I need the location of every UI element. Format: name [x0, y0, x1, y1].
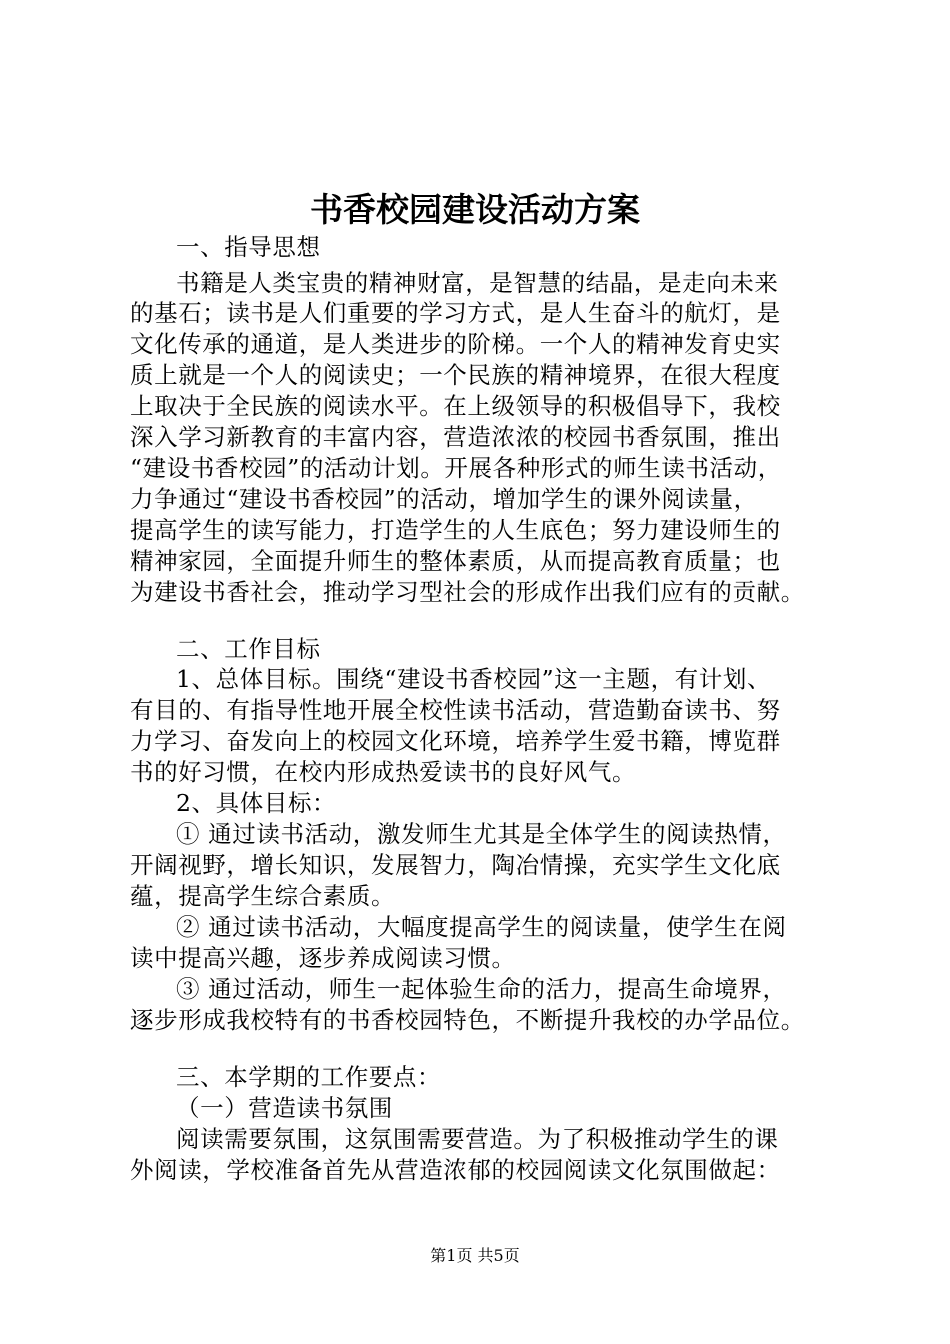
section-heading-work-points: 三、本学期的工作要点： — [176, 1063, 442, 1091]
paragraph-line: ③ 通过活动，师生一起体验生命的活力，提高生命境界， — [176, 975, 787, 1003]
paragraph-line: 文化传承的通道，是人类进步的阶梯。一个人的精神发育史实 — [130, 330, 781, 358]
page-footer: 第1页 共5页 — [430, 1246, 520, 1265]
paragraph-line: 上取决于全民族的阅读水平。在上级领导的积极倡导下，我校 — [130, 392, 781, 420]
subheading-reading-atmosphere: （一）营造读书氛围 — [176, 1094, 393, 1122]
paragraph-line: 质上就是一个人的阅读史；一个民族的精神境界，在很大程度 — [130, 361, 781, 389]
section-heading-guiding-ideology: 一、指导思想 — [176, 233, 321, 261]
paragraph-line: ① 通过读书活动，激发师生尤其是全体学生的阅读热情， — [176, 820, 787, 848]
paragraph-line: 有目的、有指导性地开展全校性读书活动，营造勤奋读书、努 — [130, 696, 781, 724]
paragraph-line: 提高学生的读写能力，打造学生的人生底色；努力建设师生的 — [130, 516, 781, 544]
paragraph-line: “建设书香校园”的活动计划。开展各种形式的师生读书活动， — [130, 454, 782, 482]
paragraph-line: 力争通过“建设书香校园”的活动，增加学生的课外阅读量， — [130, 485, 758, 513]
document-title: 书香校园建设活动方案 — [310, 190, 640, 229]
paragraph-line: 精神家园，全面提升师生的整体素质，从而提高教育质量；也 — [130, 547, 781, 575]
paragraph-line: 的基石；读书是人们重要的学习方式，是人生奋斗的航灯，是 — [130, 299, 781, 327]
paragraph-line: 外阅读，学校准备首先从营造浓郁的校园阅读文化氛围做起： — [130, 1156, 781, 1184]
paragraph-line: 书的好习惯，在校内形成热爱读书的良好风气。 — [130, 758, 637, 786]
paragraph-line: 阅读需要氛围，这氛围需要营造。为了积极推动学生的课 — [176, 1125, 779, 1153]
paragraph-line: 逐步形成我校特有的书香校园特色，不断提升我校的办学品位。 — [130, 1006, 805, 1034]
paragraph-line: 蕴，提高学生综合素质。 — [130, 882, 396, 910]
paragraph-line: 深入学习新教育的丰富内容，营造浓浓的校园书香氛围，推出 — [130, 423, 781, 451]
paragraph-line: 书籍是人类宝贵的精神财富，是智慧的结晶，是走向未来 — [176, 269, 779, 297]
paragraph-line: 读中提高兴趣，逐步养成阅读习惯。 — [130, 944, 516, 972]
paragraph-line: 1、总体目标。围绕“建设书香校园”这一主题，有计划、 — [176, 665, 772, 693]
section-heading-work-goals: 二、工作目标 — [176, 635, 321, 663]
paragraph-line: 为建设书香社会，推动学习型社会的形成作出我们应有的贡献。 — [130, 578, 805, 606]
subheading-specific-goals: 2、具体目标： — [176, 789, 337, 817]
paragraph-line: ② 通过读书活动，大幅度提高学生的阅读量，使学生在阅 — [176, 913, 787, 941]
paragraph-line: 开阔视野，增长知识，发展智力，陶冶情操，充实学生文化底 — [130, 851, 781, 879]
paragraph-line: 力学习、奋发向上的校园文化环境，培养学生爱书籍，博览群 — [130, 727, 781, 755]
